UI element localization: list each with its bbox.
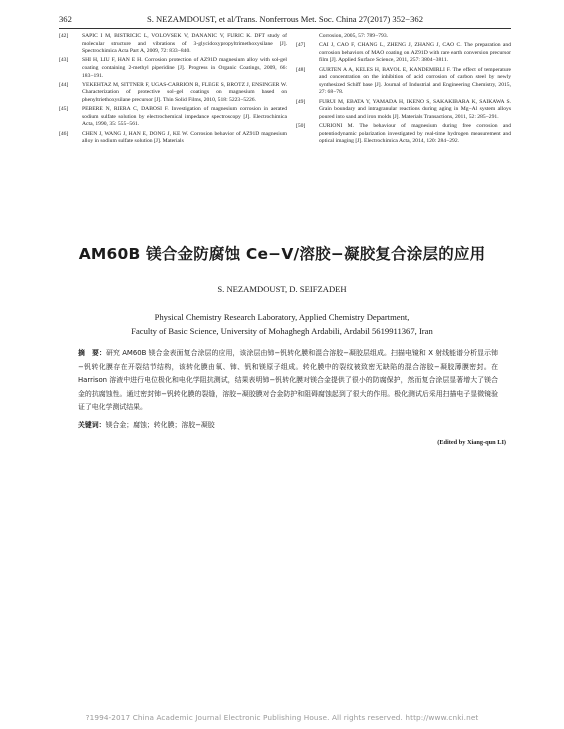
reference-number: [43] [59, 57, 69, 64]
reference-number: [42] [59, 33, 69, 39]
reference-text: Corrosion, 2005, 57: 789−793. [319, 33, 389, 39]
reference-text: CURIONI M. The behaviour of magnesium during free corrosion and potentiodynamic polarization investigated by real-time hydrogen measurement and optical imaging [J]. Electrochimica Acta, 2014, 120: 284−292. [319, 122, 511, 145]
reference-text: CAI J, CAO F, CHANG L, ZHENG J, ZHANG J, CAO C. The preparation and corrosion behaviors of MAO coating on AZ91D with rare earth conversion precursor film [J]. Applied Surface Science, 2011, 257: 3804−3811. [319, 42, 511, 64]
abstract-label: 摘 要： [78, 349, 106, 357]
reference-number: [48] [296, 66, 306, 73]
reference-item [59, 33, 287, 56]
reference-text: SAPIC I M, BISTRICIC L, VOLOVSEK V, DANANIC V, FURIC K. DFT study of molecular structure and vibrations of 3-glycidoxypropyltrimethoxysilane [J]. Spectrochimica Acta Part A, 2009, 72: 833−840. [82, 33, 287, 55]
reference-column-right [296, 33, 511, 147]
header-rule [59, 28, 511, 29]
keywords-label: 关键词： [78, 421, 106, 429]
copyright-footer: ?1994-2017 China Academic Journal Electronic Publishing House. All rights reserved. http://www.cnki.net [85, 713, 479, 722]
reference-column-left [59, 33, 287, 147]
reference-item [59, 106, 287, 129]
reference-text: GURTEN A A, KELES H, BAYOL E, KANDEMIRLI F. The effect of temperature and concentration on the inhibition of acid corrosion of carbon steel by newly synthesized Schiff base [J]. Journal of Industrial and Engineering Chemistry, 2015, 27: 68−78. [319, 66, 511, 96]
abstract-text: 研究 AM60B 镁合金表面复合涂层的应用，该涂层由铈−钒转化膜和混合溶胶−凝胶层组成。扫描电镜和 X 射线能谱分析显示铈−钒转化膜存在开裂结节结构，该转化膜由氧、铈、钒和镁原子组成。转化膜中的裂纹被致密无缺陷的混合溶胶−凝胶薄膜密封。在 Harrison 溶液中进行电位极化和电化学阻抗测试，结果表明铈−钒转化膜对镁合金提供了很小的防腐保护，然而复合涂层显著增大了镁合金的抗腐蚀性。通过密封铈−钒转化膜的裂缝，溶胶−凝胶膜对合金防护和阻碍腐蚀起到了很大的作用。极化测试后采用扫描电子显微镜验证了电化学测试结果。 [78, 349, 498, 412]
reference-number: [44] [59, 81, 69, 88]
reference-item [59, 82, 287, 105]
chinese-title: AM60B 镁合金防腐蚀 Ce−V/溶胶−凝胶复合涂层的应用 [78, 245, 486, 263]
affiliation [0, 310, 564, 338]
reference-number: [46] [59, 130, 69, 137]
reference-item [59, 57, 287, 80]
reference-item [59, 131, 287, 146]
reference-text: YEKEHTAZ M, SITTNER F, UGAS-CARRION R, FLEGE S, BROTZ J, ENSINGER W. Characterization of protective sol–gel coatings on magnesium based on phenyltriethoxysilane precursor [J]. Thin Solid Films, 2010, 518: 5223−5226. [82, 81, 287, 103]
reference-item [296, 123, 511, 146]
reference-number: [49] [296, 98, 306, 105]
reference-text: SHI H, LIU F, HAN E H. Corrosion protection of AZ91D magnesium alloy with sol-gel coating containing 2-methyl piperidine [J]. Progress in Organic Coatings, 2009, 66: 183−191. [82, 57, 287, 79]
reference-number: [47] [296, 42, 306, 49]
running-head: S. NEZAMDOUST, et al/Trans. Nonferrous Met. Soc. China 27(2017) 352−362 [146, 14, 423, 24]
reference-item [296, 99, 511, 122]
page-number: 362 [59, 14, 72, 24]
affiliation-line-2: Faculty of Basic Science, University of Mohaghegh Ardabili, Ardabil 5619911367, Iran [131, 326, 433, 336]
running-header [59, 12, 511, 26]
reference-text: PEBERE N, RIERA C, DABOSI F. Investigation of magnesium corrosion in aerated sodium sulfate solution by electrochemical impedance spectroscopy [J]. Electrochimica Acta, 1990, 35: 555−561. [82, 106, 287, 128]
affiliation-line-1: Physical Chemistry Research Laboratory, Applied Chemistry Department, [154, 312, 410, 322]
reference-number: [50] [296, 122, 306, 129]
keywords [78, 419, 498, 432]
keywords-text: 镁合金；腐蚀；转化膜；溶胶−凝胶 [105, 421, 215, 429]
reference-text: CHEN J, WANG J, HAN E, DONG J, KE W. Corrosion behavior of AZ91D magnesium alloy in sodium sulfate solution [J]. Materials [82, 130, 287, 145]
reference-item [296, 67, 511, 97]
reference-number: [45] [59, 106, 69, 113]
reference-item [296, 33, 511, 41]
chinese-abstract [78, 347, 498, 415]
editor-note: (Edited by Xiang-qun LI) [437, 439, 506, 446]
author-list: S. NEZAMDOUST, D. SEIFZADEH [217, 284, 347, 294]
reference-text: FURUI M, EBATA Y, YAMADA H, IKENO S, SAKAKIBARA K, SAIKAWA S. Grain boundary and intragranular reactions during aging in Mg−Al system alloys poured into sand and iron molds [J]. Materials Transactions, 2011, 52: 285−291. [319, 98, 511, 120]
reference-item [296, 42, 511, 65]
